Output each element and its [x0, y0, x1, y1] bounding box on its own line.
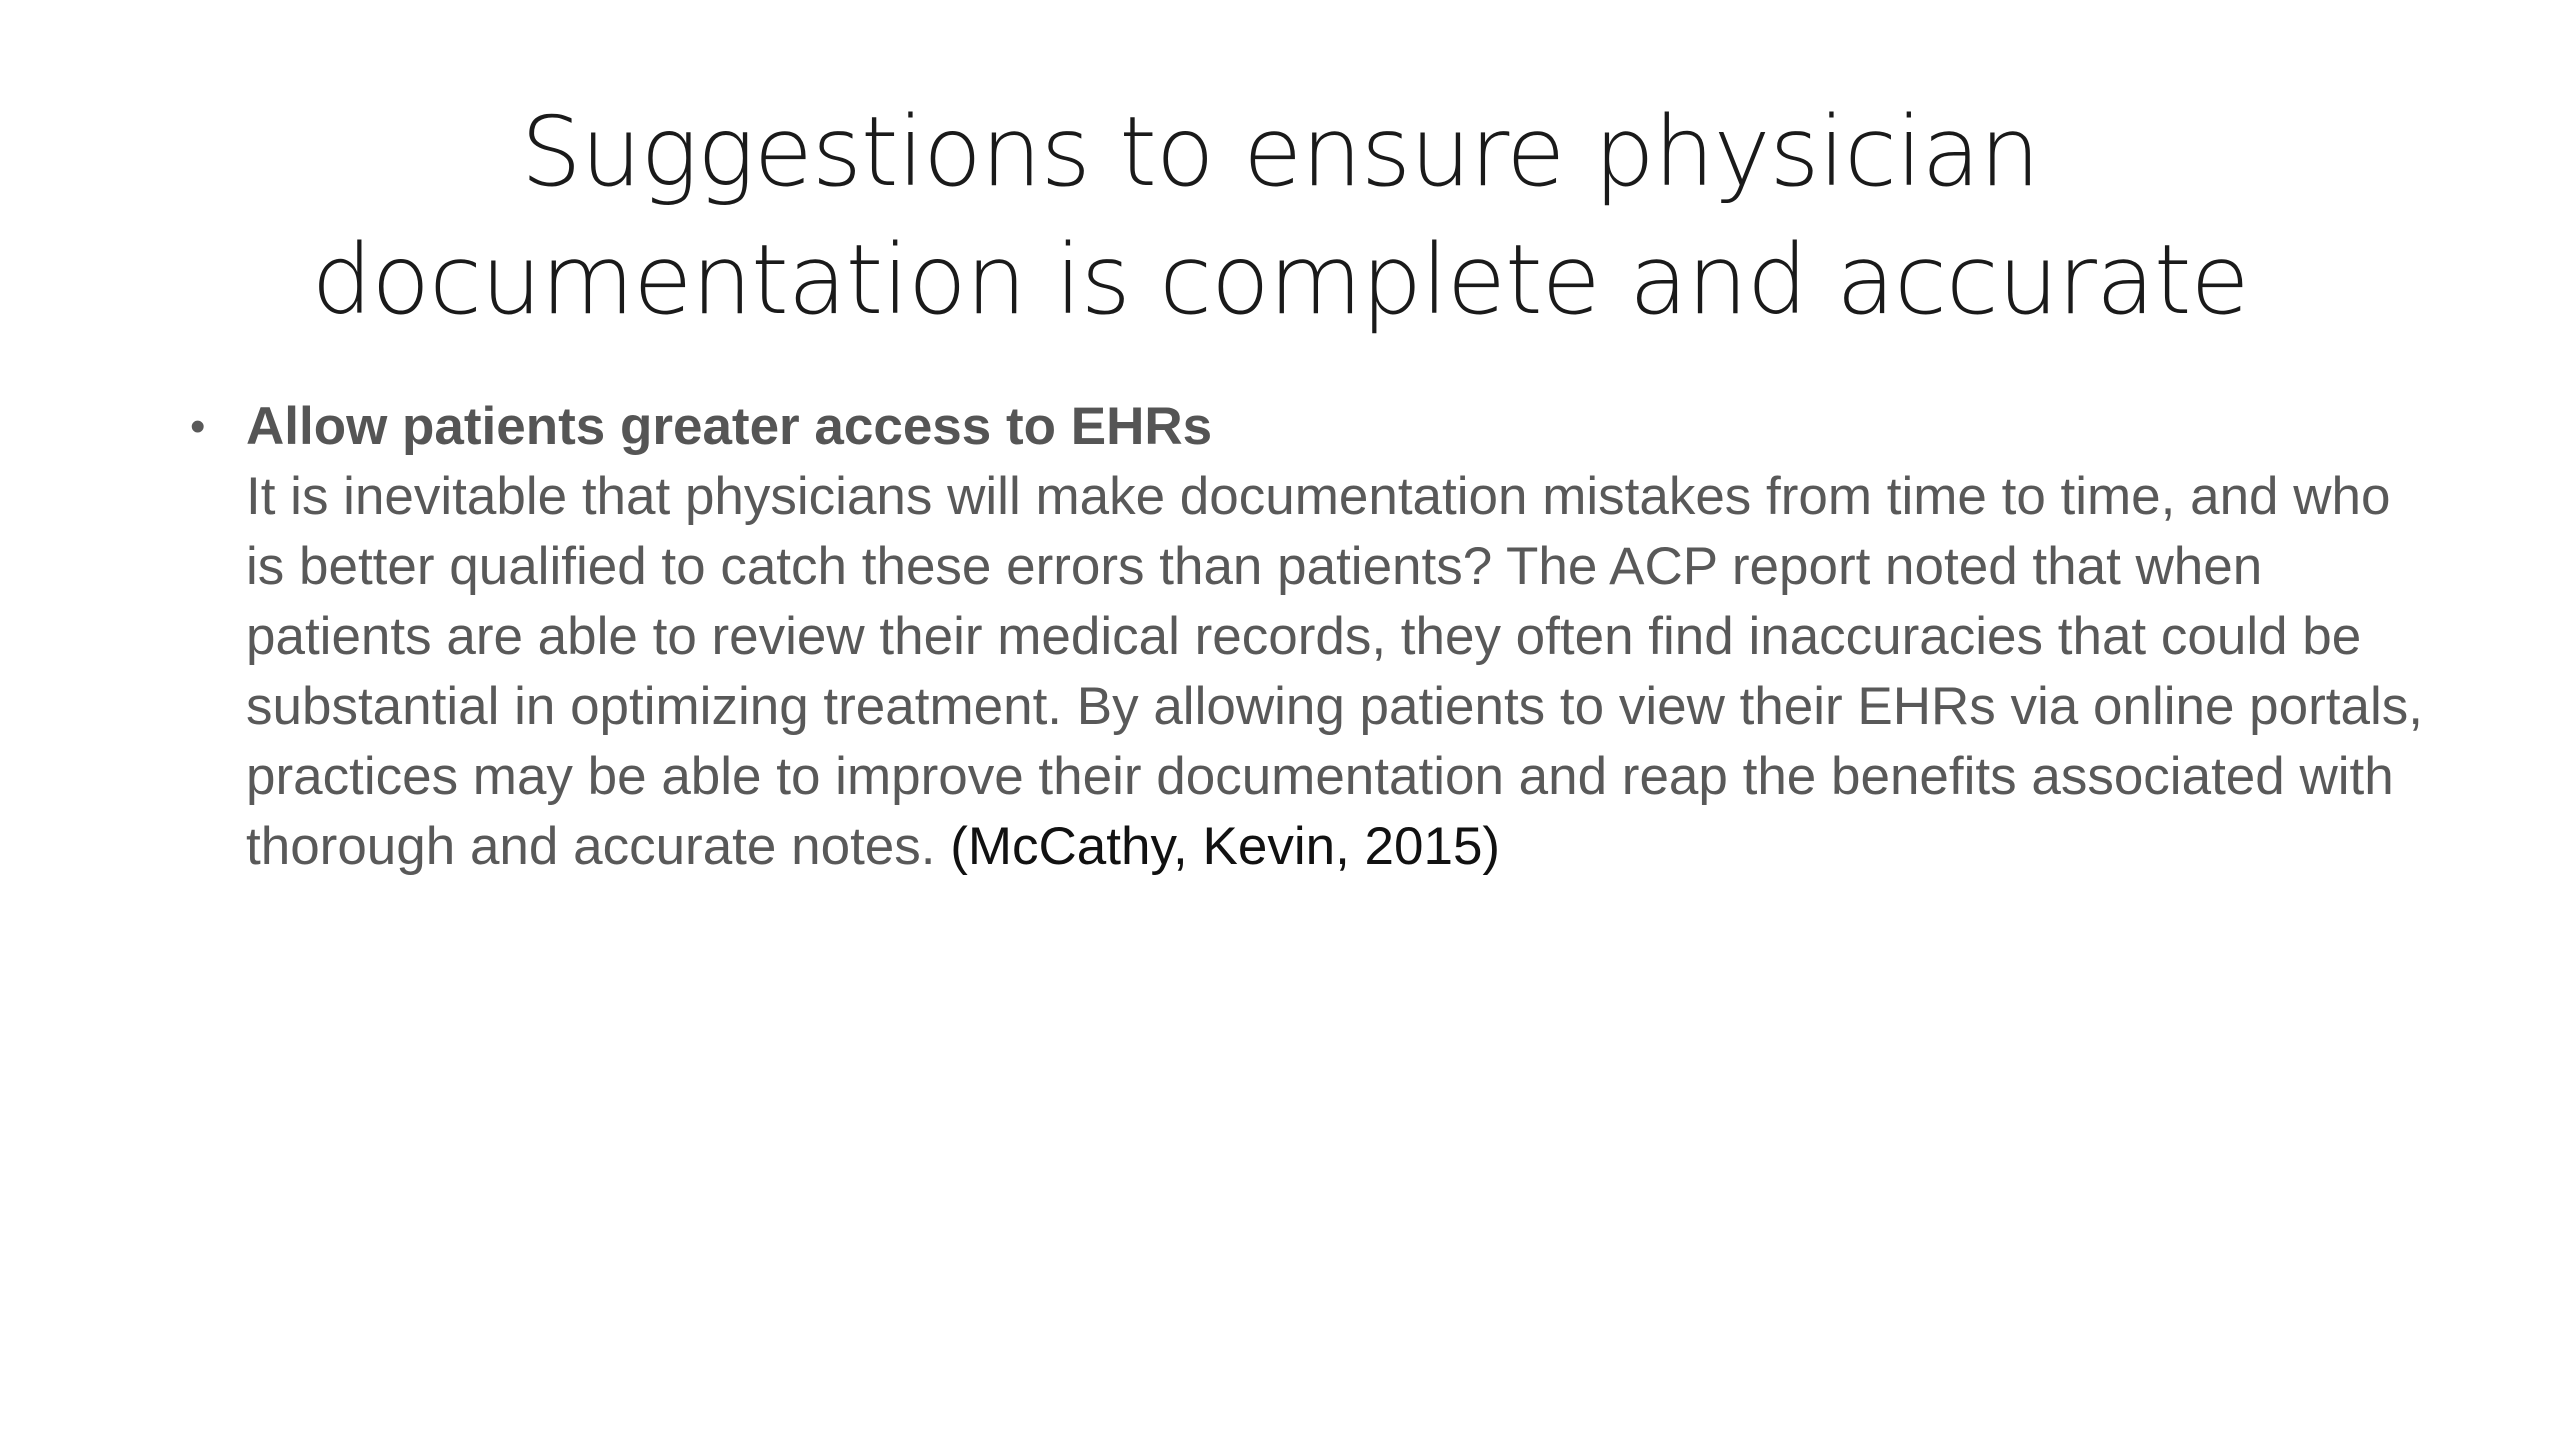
bullet-marker-icon: • [190, 402, 206, 451]
bullet-item [190, 392, 2430, 882]
slide-title-line-1: Suggestions to ensure physician [520, 96, 2040, 208]
bullet-heading: Allow patients greater access to EHRs [246, 397, 1213, 456]
citation: (McCathy, Kevin, 2015) [950, 817, 1501, 876]
slide-body [190, 392, 2430, 882]
slide-title [160, 88, 2400, 344]
slide-title-line-2: documentation is complete and accurate [311, 224, 2249, 336]
bullet-paragraph [246, 462, 2430, 882]
bullet-body-text: It is inevitable that physicians will make documentation mistakes from time to time, and who is better qualified to catch these errors than patients? The ACP report noted that when patients are able to review their medical records, they often find inaccuracies that could be substantial in optimizing treatment. By allowing patients to view their EHRs via online portals, practices may be able to improve their documentation and reap the benefits associated with thorough and accurate notes. [246, 467, 2423, 876]
